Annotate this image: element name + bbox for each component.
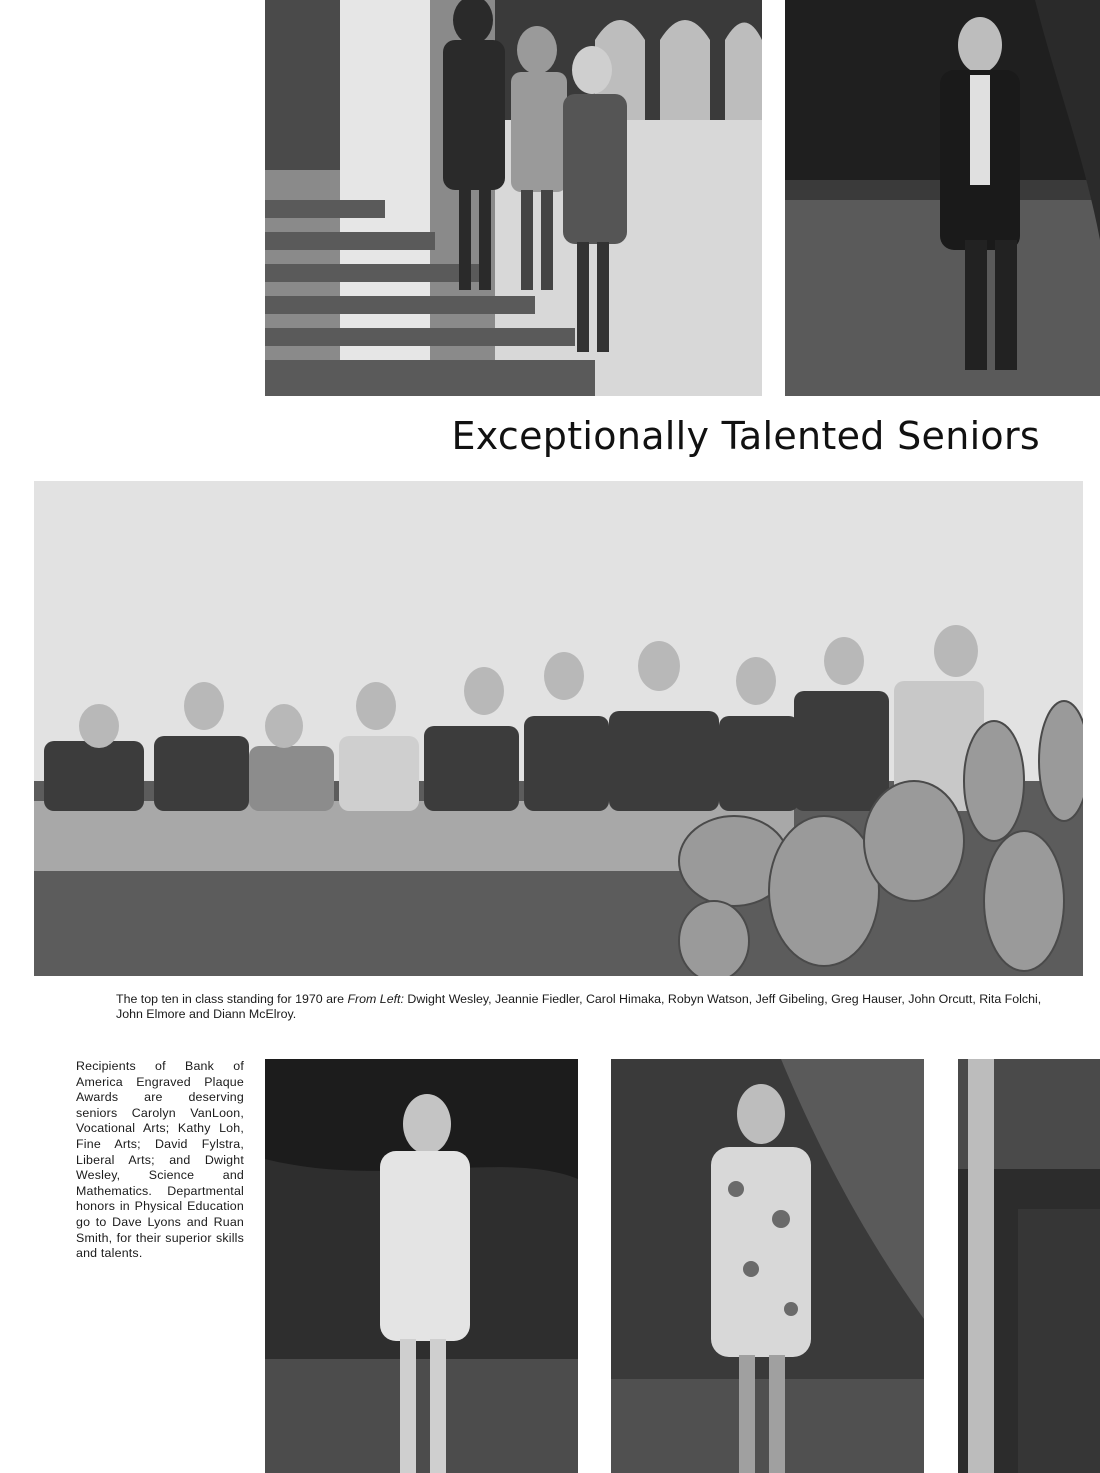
- photo-top-ten-seniors: [34, 481, 1083, 976]
- caption-from-left: From Left:: [347, 992, 404, 1006]
- caption-lead: The top ten in class standing for 1970 are: [116, 992, 344, 1006]
- page-headline: Exceptionally Talented Seniors: [451, 414, 1040, 458]
- awards-text: Recipients of Bank of America Engraved Plaque Awards are deserving seniors Carolyn VanLoon, Vocational Arts; Kathy Loh, Fine Arts; David Fylstra, Liberal Arts; and Dwight Wesley, Science and Mathematics. Departmental honors in Physical Education go to Dave Lyons and Ruan Smith, for their superior skills and talents.: [76, 1059, 244, 1261]
- group-photo-caption: [116, 992, 1056, 1022]
- photo-senior-in-suit: [785, 0, 1100, 396]
- photo-three-girls-on-stairs: [265, 0, 762, 396]
- photo-senior-white-sweater: [265, 1059, 578, 1473]
- caption-names: Dwight Wesley, Jeannie Fiedler, Carol Himaka, Robyn Watson, Jeff Gibeling, Greg Hauser, John Orcutt, Rita Folchi, John Elmore and Diann McElroy.: [116, 992, 1042, 1021]
- photo-senior-floral-dress: [611, 1059, 924, 1473]
- photo-tree-cropped: [958, 1059, 1100, 1473]
